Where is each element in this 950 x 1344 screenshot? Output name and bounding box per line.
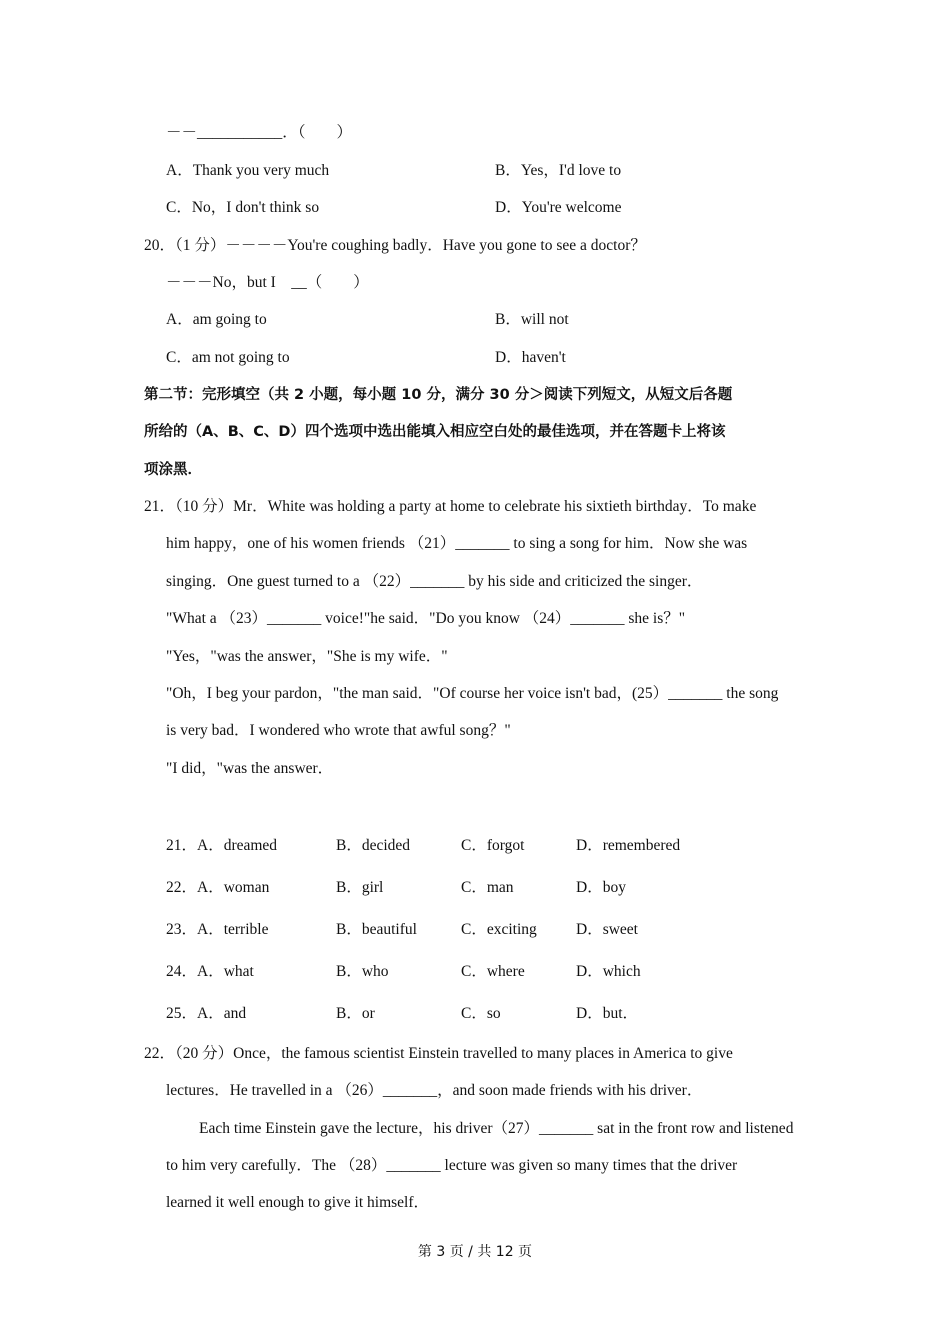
q21-row-24-a: 24．A．what xyxy=(166,963,254,980)
q21-row-21-b: B．decided xyxy=(336,837,411,854)
q22-passage-line: learned it well enough to give it himself． xyxy=(166,1194,430,1211)
page-footer: 第 3 页 / 共 12 页 xyxy=(417,1244,533,1260)
section2-line-2: 所给的（A、B、C、D）四个选项中选出能填入相应空白处的最佳选项，并在答题卡上将该 xyxy=(144,424,726,440)
q21-row-24-d: D．which xyxy=(576,963,641,980)
q20-stem: 20．（1 分）－－－－You're coughing badly．Have you gone to see a doctor？ xyxy=(144,237,646,254)
q21-row-21-d: D．remembered xyxy=(576,837,681,854)
q21-row-22-d: D．boy xyxy=(576,879,626,896)
q19-option-b: B．Yes，I'd love to xyxy=(495,162,622,179)
q21-passage-line: singing．One guest turned to a （22）_______ by his side and criticized the singer． xyxy=(166,573,703,590)
q19-option-d: D．You're welcome xyxy=(495,199,622,216)
q21-row-23-c: C．exciting xyxy=(461,921,537,938)
q22-passage-line: Each time Einstein gave the lecture，his driver（27）_______ sat in the front row and listened xyxy=(199,1120,794,1137)
q21-passage-line: "I did，"was the answer． xyxy=(166,760,334,777)
q19-option-c: C．No，I don't think so xyxy=(166,199,320,216)
q21-row-25-d: D．but． xyxy=(576,1005,639,1022)
q20-option-d: D．haven't xyxy=(495,349,566,366)
q21-row-22-b: B．girl xyxy=(336,879,384,896)
q21-row-21-c: C．forgot xyxy=(461,837,525,854)
section2-line-3: 项涂黑． xyxy=(144,462,202,478)
q21-passage-line: "Oh，I beg your pardon，"the man said．"Of course her voice isn't bad，(25）_______ the song xyxy=(166,685,779,702)
q22-passage-line: to him very carefully．The （28）_______ lecture was given so many times that the driver xyxy=(166,1157,738,1174)
q19-option-a: A．Thank you very much xyxy=(166,162,330,179)
q20-answer-line: －－－No，but I __（ ） xyxy=(166,274,369,291)
q21-row-22-a: 22．A．woman xyxy=(166,879,270,896)
q21-row-25-a: 25．A．and xyxy=(166,1005,247,1022)
q20-option-b: B．will not xyxy=(495,311,569,328)
q21-passage-line: "Yes，"was the answer，"She is my wife．" xyxy=(166,648,448,665)
q21-passage-line: is very bad．I wondered who wrote that awful song？" xyxy=(166,722,511,739)
q22-stem: 22．（20 分）Once，the famous scientist Einstein travelled to many places in America to give xyxy=(144,1045,733,1062)
q21-row-25-c: C．so xyxy=(461,1005,501,1022)
q19-answer-line: －－___________．（ ） xyxy=(166,124,353,141)
q21-stem: 21．（10 分）Mr．White was holding a party at home to celebrate his sixtieth birthday．To make xyxy=(144,498,757,515)
q22-passage-line: lectures．He travelled in a （26）_______，and soon made friends with his driver． xyxy=(166,1082,703,1099)
section2-line-1: 第二节：完形填空（共 2 小题，每小题 10 分，满分 30 分＞阅读下列短文，从短文后各题 xyxy=(144,387,733,403)
q20-option-a: A．am going to xyxy=(166,311,267,328)
q21-row-23-b: B．beautiful xyxy=(336,921,417,938)
q21-row-24-c: C．where xyxy=(461,963,525,980)
q21-row-23-d: D．sweet xyxy=(576,921,638,938)
q20-option-c: C．am not going to xyxy=(166,349,290,366)
q21-passage-line: "What a （23）_______ voice!"he said．"Do you know （24）_______ she is？" xyxy=(166,610,686,627)
q21-row-23-a: 23．A．terrible xyxy=(166,921,269,938)
q21-row-22-c: C．man xyxy=(461,879,514,896)
q21-row-21-a: 21．A．dreamed xyxy=(166,837,278,854)
q21-passage-line: him happy，one of his women friends （21）_______ to sing a song for him．Now she was xyxy=(166,535,748,552)
q21-row-25-b: B．or xyxy=(336,1005,375,1022)
q21-row-24-b: B．who xyxy=(336,963,389,980)
